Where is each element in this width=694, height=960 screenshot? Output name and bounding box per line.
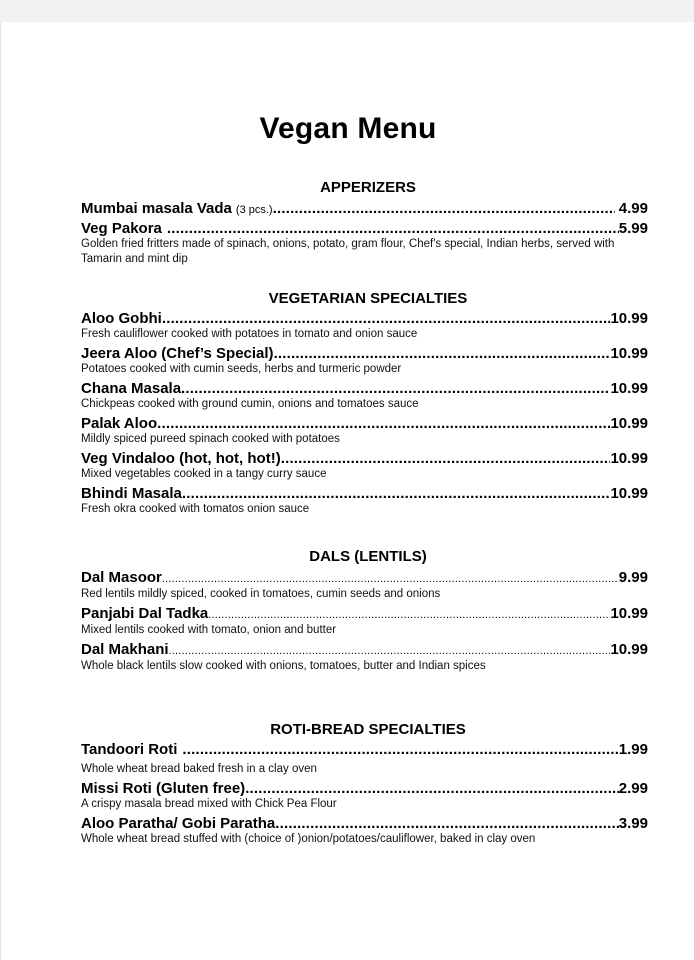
menu-item <box>81 220 648 238</box>
item-description: Mildly spiced pureed spinach cooked with potatoes <box>81 433 340 445</box>
item-name: Dal Masoor <box>81 569 162 586</box>
item-name: Jeera Aloo (Chef’s Special) <box>81 345 274 362</box>
item-description: Mixed lentils cooked with tomato, onion and butter <box>81 624 337 636</box>
item-price: 5.99 <box>618 220 648 237</box>
item-price: 10.99 <box>610 485 648 502</box>
item-name: Mumbai masala Vada <box>81 200 232 217</box>
leader-dots <box>273 200 615 218</box>
item-description: Golden fried fritters made of spinach, onions, potato, gram flour, Chef's special, Indian herbs, served with Tamarin and mint dip <box>81 238 615 265</box>
item-description: Fresh okra cooked with tomatos onion sauce <box>81 503 310 515</box>
page-title: Vegan Menu <box>259 112 437 145</box>
menu-item <box>81 780 648 798</box>
section-heading-vegetarian: VEGETARIAN SPECIALTIES <box>268 290 468 307</box>
item-price: 10.99 <box>610 345 648 362</box>
section-heading-roti: ROTI-BREAD SPECIALTIES <box>270 721 466 738</box>
menu-item <box>81 450 648 468</box>
item-description: Chickpeas cooked with ground cumin, onions and tomatoes sauce <box>81 398 419 410</box>
item-price: 1.99 <box>618 741 648 758</box>
leader-dots <box>182 741 618 759</box>
menu-item <box>81 415 648 433</box>
item-price: 10.99 <box>610 641 648 658</box>
item-description: Red lentils mildly spiced, cooked in tomatoes, cumin seeds and onions <box>81 588 441 600</box>
item-name: Veg Vindaloo (hot, hot, hot!) <box>81 450 281 467</box>
item-price: 10.99 <box>610 605 648 622</box>
leader-dots <box>281 450 611 468</box>
item-price: 3.99 <box>618 815 648 832</box>
item-name: Dal Makhani <box>81 641 169 658</box>
item-note: (3 pcs.) <box>235 204 273 216</box>
leader-dots <box>162 570 619 588</box>
menu-item <box>81 310 648 328</box>
leader-dots <box>181 380 610 398</box>
menu-item <box>81 485 648 503</box>
item-price: 10.99 <box>610 380 648 397</box>
item-name: Veg Pakora <box>81 220 162 237</box>
leader-dots <box>275 815 619 833</box>
item-name: Bhindi Masala <box>81 485 182 502</box>
item-price: 10.99 <box>610 415 648 432</box>
item-name: Tandoori Roti <box>81 741 178 758</box>
item-name: Missi Roti (Gluten free) <box>81 780 246 797</box>
item-description: Whole wheat bread stuffed with (choice of )onion/potatoes/cauliflower, baked in clay oven <box>81 833 536 845</box>
leader-dots <box>182 485 611 503</box>
menu-page <box>0 22 694 960</box>
menu-item <box>81 380 648 398</box>
leader-dots <box>162 310 611 328</box>
item-name: Aloo Gobhi <box>81 310 162 327</box>
section-heading-appetizers: APPERIZERS <box>320 179 416 196</box>
item-description: Whole wheat bread baked fresh in a clay oven <box>81 763 317 775</box>
item-price: 4.99 <box>618 200 648 217</box>
item-description: A crispy masala bread mixed with Chick Pea Flour <box>81 798 337 810</box>
leader-dots <box>169 642 611 660</box>
menu-item <box>81 569 648 588</box>
item-name: Aloo Paratha/ Gobi Paratha <box>81 815 276 832</box>
item-description: Potatoes cooked with cumin seeds, herbs and turmeric powder <box>81 363 402 375</box>
item-description: Fresh cauliflower cooked with potatoes in tomato and onion sauce <box>81 328 418 340</box>
item-price: 2.99 <box>618 780 648 797</box>
top-bar <box>0 0 694 22</box>
section-heading-dals: DALS (LENTILS) <box>309 548 427 565</box>
item-name: Chana Masala <box>81 380 182 397</box>
item-name: Panjabi Dal Tadka <box>81 605 209 622</box>
menu-item <box>81 815 648 833</box>
leader-dots <box>167 220 619 238</box>
item-price: 10.99 <box>610 450 648 467</box>
item-price: 9.99 <box>618 569 648 586</box>
item-price: 10.99 <box>610 310 648 327</box>
menu-item <box>81 605 648 624</box>
item-name: Palak Aloo <box>81 415 158 432</box>
leader-dots <box>208 606 610 624</box>
menu-item <box>81 200 648 219</box>
leader-dots <box>157 415 610 433</box>
item-description: Mixed vegetables cooked in a tangy curry sauce <box>81 468 327 480</box>
leader-dots <box>245 780 619 798</box>
menu-item <box>81 741 648 759</box>
leader-dots <box>274 345 611 363</box>
menu-item <box>81 345 648 363</box>
item-description: Whole black lentils slow cooked with onions, tomatoes, butter and Indian spices <box>81 660 486 672</box>
menu-item <box>81 641 648 660</box>
